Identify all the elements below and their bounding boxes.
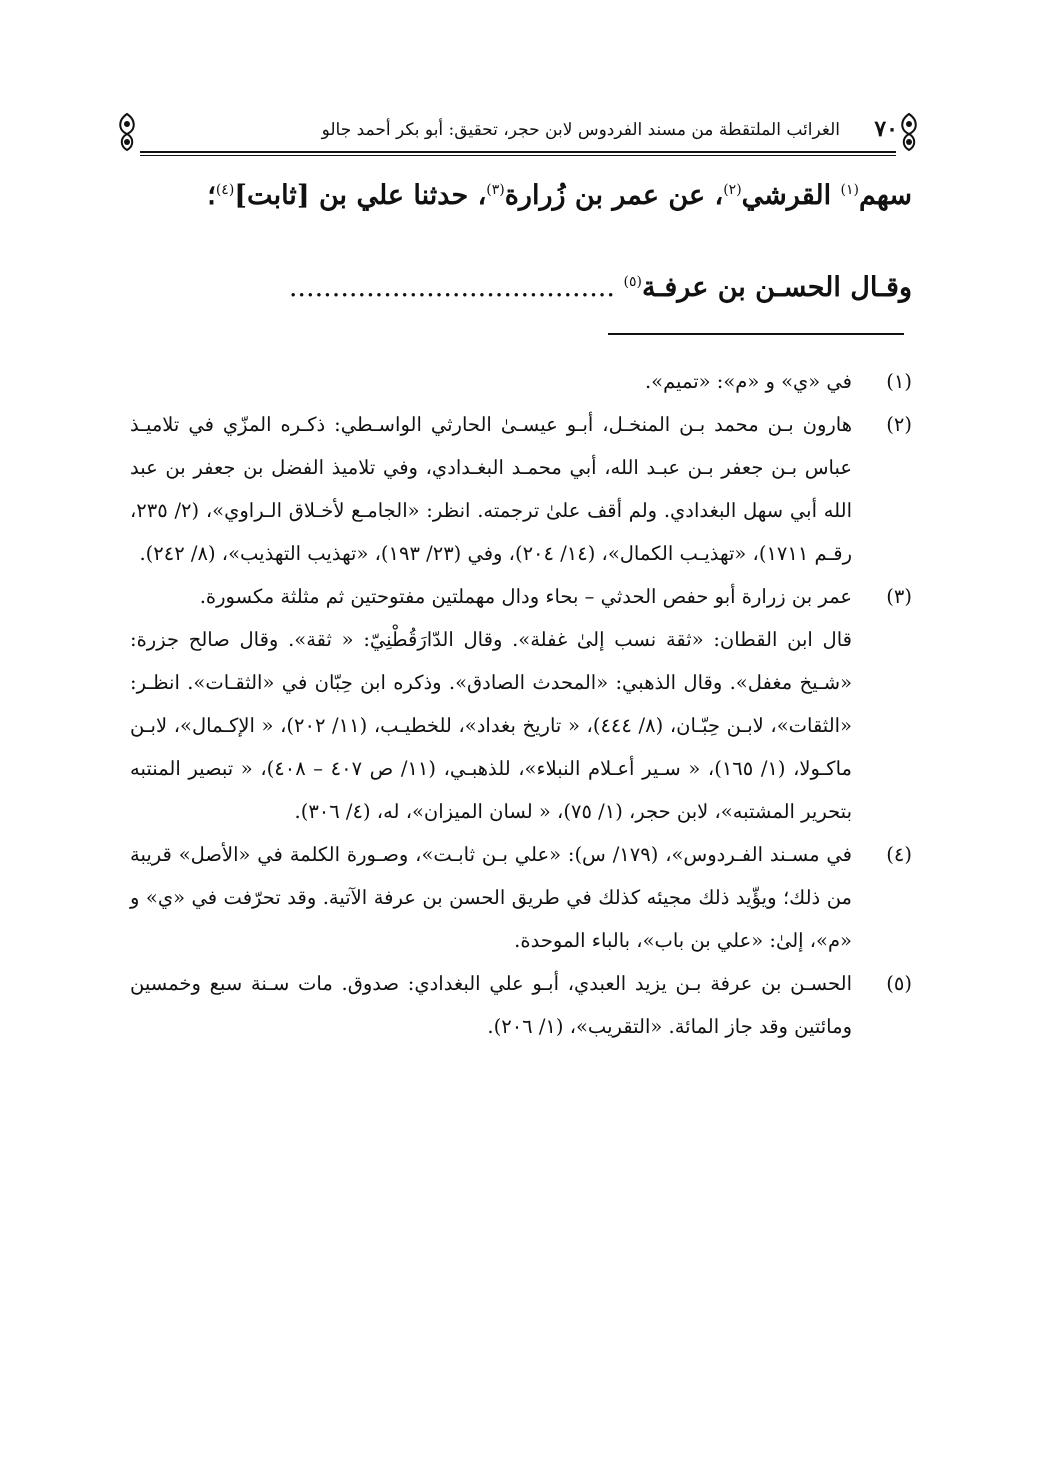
header-ornament-right-icon [894,112,924,152]
footnote-3-paragraph: قال ابن القطان: «ثقة نسب إلىٰ غفلة». وقال الدّارَقُطْنِيّ: « ثقة». وقال صالح جزرة: «شـيخ مغفل». وقال الذهبي: «المحدث الصادق». وذكره ابن حِبّان في «الثقـات». انظـر: «الثقات»، لابـن حِبّـان، (٨/ ٤٤٤)، « تاريخ بغداد»، للخطيـب، (١١/ ٢٠٢)، « الإكـمال»، لابـن ماكـولا، (١/ ١٦٥)، « سـير أعـلام النبلاء»، للذهبـي، (١١/ ص ٤٠٧ – ٤٠٨)، « تبصير المنتبه بتحرير المشتبه»، لابن حجر، (١/ ٧٥)، « لسان الميزان»، له، (٤/ ٣٠٦). [130,628,852,823]
footnote-5 [130,962,912,1048]
running-header [118,108,918,158]
footnote-4 [130,833,912,962]
footnote-1 [130,360,912,403]
footnote-ref: (١) [840,182,859,198]
footnote-text: عمر بن زرارة أبو حفص الحدثي – بحاء ودال مهملتين مفتوحتين ثم مثلثة مكسورة. [199,585,852,608]
ellipsis-dots: ...................................... [288,272,624,303]
footnote-number: (٤) [886,843,912,866]
footnote-ref: (٢) [723,182,742,198]
header-ornament-left-icon [112,112,142,152]
footnote-text: في «ي» و «م»: «تميم». [644,370,852,393]
footnote-number: (١) [886,370,912,393]
footnote-text: هارون بـن محمد بـن المنخـل، أبـو عيسـىٰ الحارثي الواسـطي: ذكـره المزّي في تلاميـذ عباس بـن جعفر بـن عبـد الله، أبي محمـد البغـدادي، وفي تلاميذ الفضل بن جعفر بن عبد الله أبي سهل البغدادي. ولم أقف علىٰ ترجمته. انظر: «الجامـع لأخـلاق الـراوي»، (٢/ ٢٣٥، رقـم ١٧١١)، «تهذيـب الكمال»، (١٤/ ٢٠٤)، وفي (٢٣/ ١٩٣)، «تهذيب التهذيب»، (٨/ ٢٤٢). [130,413,852,565]
footnote-text: في مسـند الفـردوس»، (١٧٩/ س): «علي بـن ثابـت»، وصـورة الكلمة في «الأصل» قريبة من ذلك؛ ويؤّيد ذلك مجيئه كذلك في طريق الحسن بن عرفة الآتية. وقد تحرّفت في «ي» و «م»، إلىٰ: «علي بن باب»، بالباء الموحدة. [130,843,852,952]
main-text-line-1: سهم$^{(١)}$ القرشي$^{(٢)}$، عن عمر بن زُرارة$^{(٣)}$، حدثنا علي بن [ثابت]$^{(٤)}$؛ [207,180,912,211]
footnote-ref: (٤) [215,182,235,198]
footnote-ref: (٣) [486,182,505,198]
main-text-line-2: وقـال الحسـن بن عرفـة$^{(٥)}$ ...................................... [288,272,912,303]
footnote-3 [130,575,912,618]
footnote-number: (٥) [886,972,912,995]
footnote-number: (٢) [886,413,912,436]
book-title: الغرائب الملتقطة من مسند الفردوس لابن حجر، تحقيق: أبو بكر أحمد جالو [321,120,840,140]
footnote-separator [608,333,904,335]
footnote-ref: (٥) [623,274,643,290]
footnote-number: (٣) [886,585,912,608]
footnote-2 [130,403,912,575]
page-number: ٧٠ [874,116,898,142]
footnote-text: الحسـن بن عرفة بـن يزيد العبدي، أبـو علي البغدادي: صدوق. مات سـنة سبع وخمسين ومائتين وقد جاز المائة. «التقريب»، (١/ ٢٠٦). [130,972,852,1038]
header-rule-thin [140,155,896,156]
header-rule [140,151,896,153]
footnotes [130,360,912,1048]
